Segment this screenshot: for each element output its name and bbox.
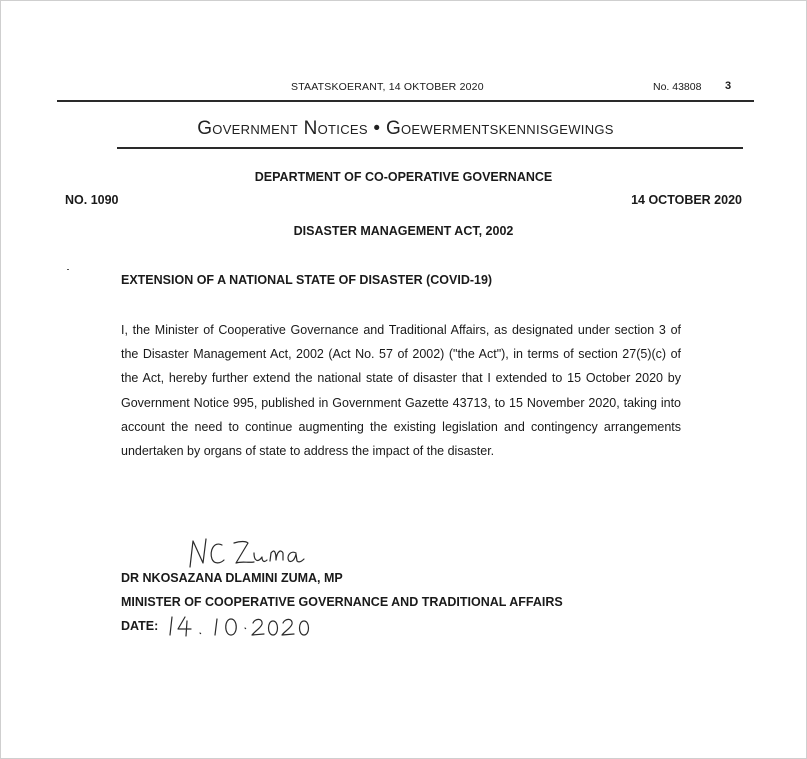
header-rule — [57, 100, 754, 102]
signatory-title: MINISTER OF COOPERATIVE GOVERNANCE AND TRADITIONAL AFFAIRS — [121, 595, 563, 609]
notice-body: I, the Minister of Cooperative Governance and Traditional Affairs, as designated under section 3 of the Disaster Management Act, 2002 (Act No. 57 of 2002) ("the Act"), in terms of section 27(5)(c) of the Act, hereby further extend the national state of disaster that I extended to 15 October 2020 by Government Notice 995, published in Government Gazette 43713, to 15 November 2020, taking into account the need to continue augmenting the existing legislation and contingency arrangements undertaken by organs of state to address the impact of the disaster. — [121, 323, 681, 459]
gazette-number: No. 43808 — [653, 81, 702, 93]
running-header-title: STAATSKOERANT, 14 OKTOBER 2020 — [291, 81, 484, 93]
handwritten-signature — [184, 533, 319, 571]
notice-date: 14 OCTOBER 2020 — [631, 193, 742, 207]
act-title: DISASTER MANAGEMENT ACT, 2002 — [293, 224, 514, 238]
page-number: 3 — [725, 80, 732, 92]
scan-speck — [67, 269, 69, 270]
handwritten-date — [167, 613, 317, 639]
signatory-name: DR NKOSAZANA DLAMINI ZUMA, MP — [121, 571, 343, 585]
date-label: DATE: — [121, 619, 159, 633]
section-title: Government Notices • Goewermentskennisgewings — [197, 118, 614, 139]
notice-heading: EXTENSION OF A NATIONAL STATE OF DISASTER (COVID-19) — [121, 273, 493, 287]
department-name: DEPARTMENT OF CO-OPERATIVE GOVERNANCE — [254, 170, 553, 184]
notice-number: NO. 1090 — [65, 193, 119, 207]
section-rule — [117, 147, 743, 149]
